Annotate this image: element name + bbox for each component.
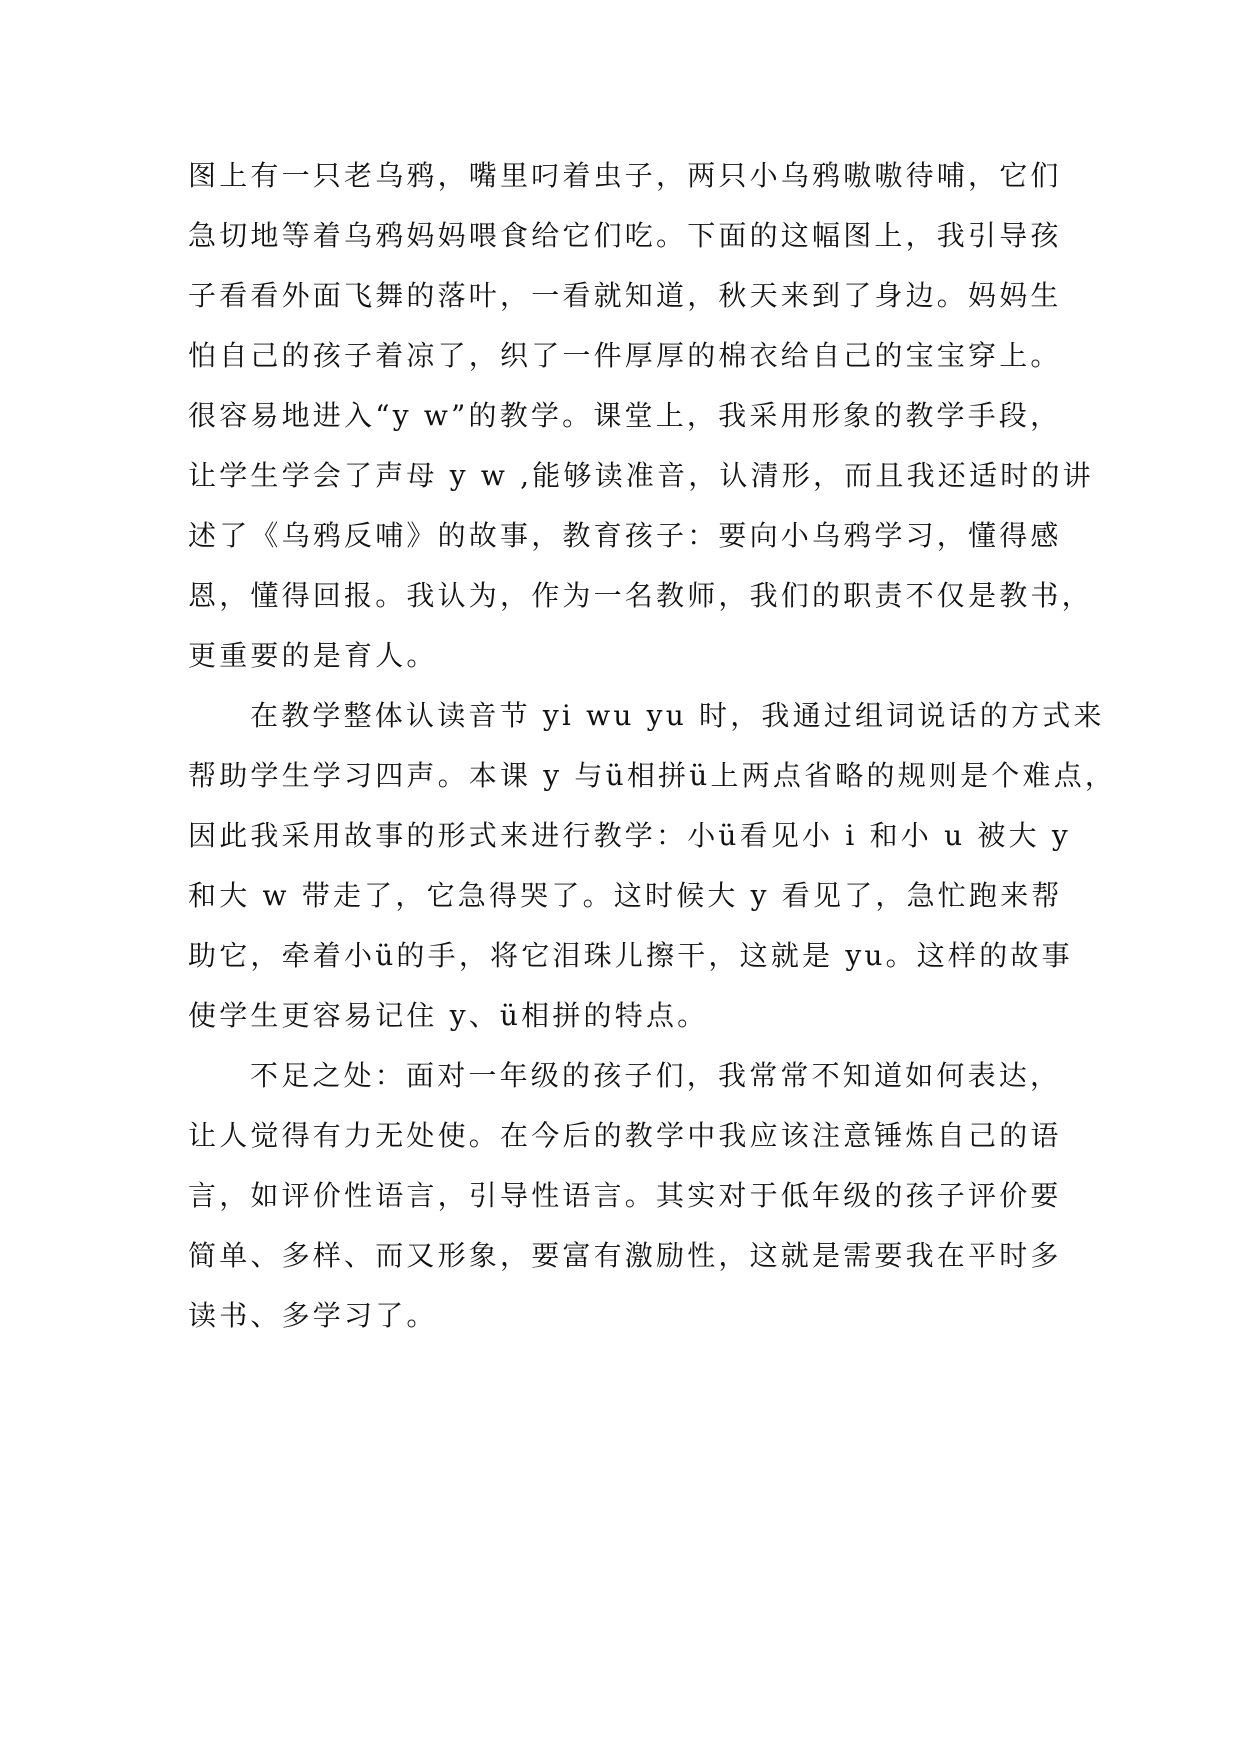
text-line: 述了《乌鸦反哺》的故事，教育孩子：要向小乌鸦学习，懂得感 — [188, 519, 1062, 552]
text-line: 助它，牵着小ü的手，将它泪珠儿擦干，这就是 yu。这样的故事 — [188, 939, 1073, 972]
text-line: 言，如评价性语言，引导性语言。其实对于低年级的孩子评价要 — [188, 1179, 1062, 1212]
text-line: 急切地等着乌鸦妈妈喂食给它们吃。下面的这幅图上，我引导孩 — [188, 219, 1062, 252]
text-line: 子看看外面飞舞的落叶，一看就知道，秋天来到了身边。妈妈生 — [188, 279, 1062, 312]
text-line: 读书、多学习了。 — [188, 1299, 438, 1332]
text-line: 简单、多样、而又形象，要富有激励性，这就是需要我在平时多 — [188, 1239, 1062, 1272]
text-line: 很容易地进入“y w”的教学。课堂上，我采用形象的教学手段， — [188, 399, 1062, 432]
paragraph-start-line: 在教学整体认读音节 yi wu yu 时，我通过组词说话的方式来 — [250, 699, 1105, 732]
text-line: 更重要的是育人。 — [188, 639, 438, 672]
text-line: 让学生学会了声母 y w ,能够读准音，认清形，而且我还适时的讲 — [188, 459, 1094, 492]
text-line: 帮助学生学习四声。本课 y 与ü相拼ü上两点省略的规则是个难点， — [188, 759, 1117, 792]
text-line: 恩，懂得回报。我认为，作为一名教师，我们的职责不仅是教书， — [188, 579, 1093, 612]
paragraph-start-line: 不足之处：面对一年级的孩子们，我常常不知道如何表达， — [250, 1059, 1062, 1092]
text-line: 和大 w 带走了，它急得哭了。这时候大 y 看见了，急忙跑来帮 — [188, 879, 1063, 912]
text-line: 因此我采用故事的形式来进行教学：小ü看见小 i 和小 u 被大 y — [188, 819, 1071, 852]
text-line: 图上有一只老乌鸦，嘴里叼着虫子，两只小乌鸦嗷嗷待哺，它们 — [188, 159, 1062, 192]
text-line: 让人觉得有力无处使。在今后的教学中我应该注意锤炼自己的语 — [188, 1119, 1062, 1152]
text-line: 使学生更容易记住 y、ü相拼的特点。 — [188, 999, 709, 1032]
text-line: 怕自己的孩子着凉了，织了一件厚厚的棉衣给自己的宝宝穿上。 — [188, 339, 1062, 372]
